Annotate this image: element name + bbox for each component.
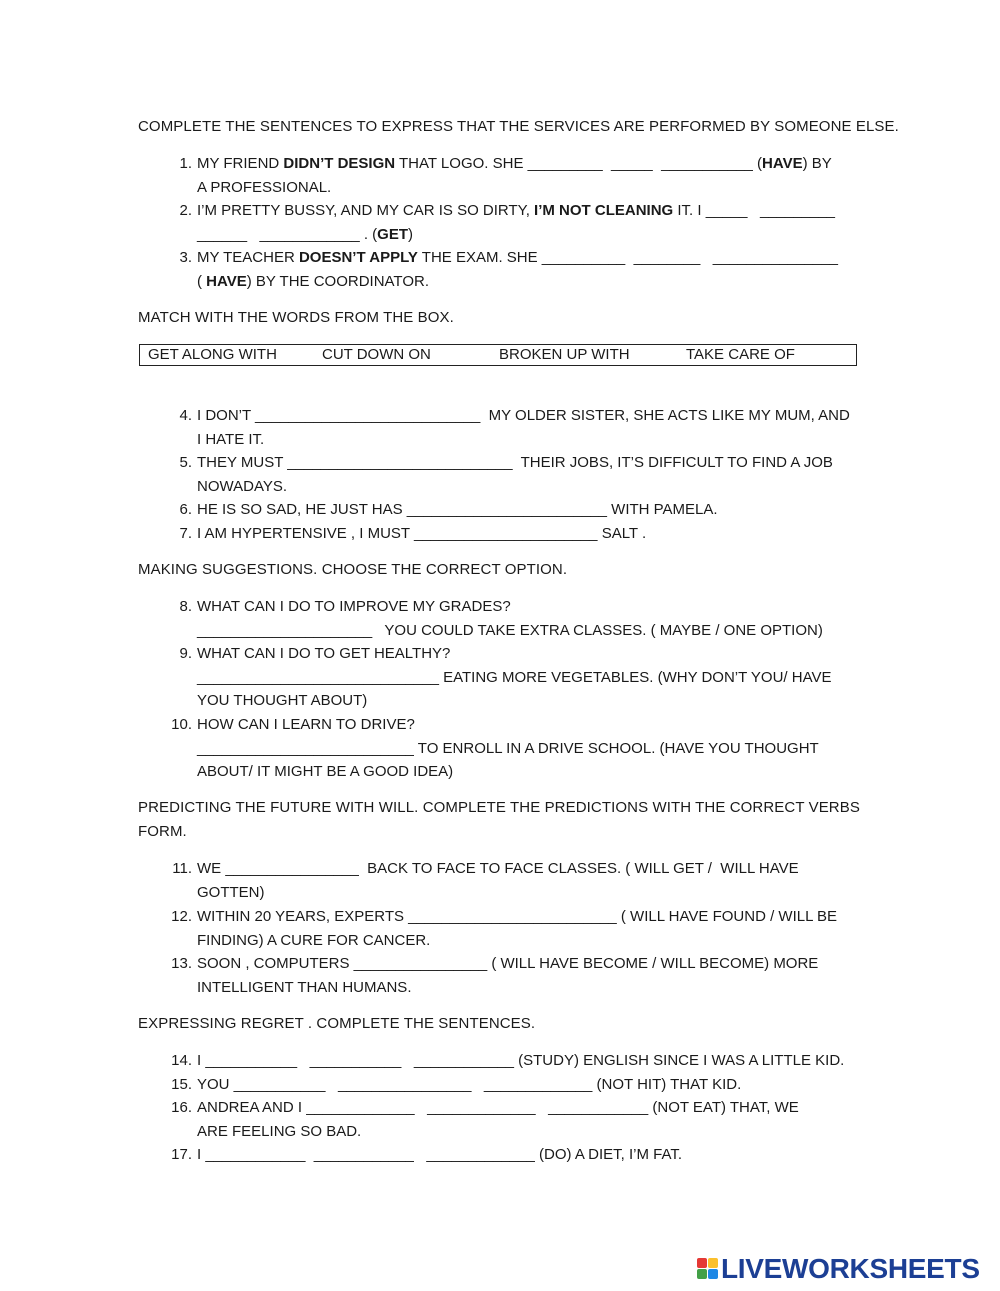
question-line: YOU THOUGHT ABOUT) bbox=[197, 692, 368, 709]
section-heading-2: MATCH WITH THE WORDS FROM THE BOX. bbox=[138, 309, 454, 326]
question-line: I HATE IT. bbox=[197, 430, 265, 448]
section-heading-1: COMPLETE THE SENTENCES TO EXPRESS THAT THE SERVICES ARE PERFORMED BY SOMEONE ELSE. bbox=[138, 118, 899, 135]
question-line: I DON’T ___________________________ MY OLDER SISTER, SHE ACTS LIKE MY MUM, AND bbox=[197, 407, 850, 424]
question-line: I’M PRETTY BUSSY, AND MY CAR IS SO DIRTY, I’M NOT CLEANING IT. I _____ _________ bbox=[197, 202, 836, 219]
question-line: ( HAVE) BY THE COORDINATOR. bbox=[197, 272, 429, 290]
question-line: WHAT CAN I DO TO IMPROVE MY GRADES? bbox=[197, 598, 511, 615]
section-heading-5: EXPRESSING REGRET . COMPLETE THE SENTENCES. bbox=[138, 1015, 536, 1032]
question-number: 14. bbox=[171, 1052, 192, 1069]
question-number: 10. bbox=[171, 716, 192, 733]
section-heading-4: PREDICTING THE FUTURE WITH WILL. COMPLETE THE PREDICTIONS WITH THE CORRECT VERBS bbox=[138, 799, 860, 816]
question-line: _____________________ YOU COULD TAKE EXTRA CLASSES. ( MAYBE / ONE OPTION) bbox=[197, 621, 823, 639]
question-line: GOTTEN) bbox=[197, 883, 265, 901]
section-heading-3: MAKING SUGGESTIONS. CHOOSE THE CORRECT OPTION. bbox=[138, 561, 568, 578]
question-line: SOON , COMPUTERS ________________ ( WILL HAVE BECOME / WILL BECOME) MORE bbox=[197, 955, 819, 972]
question-line: ANDREA AND I _____________ _____________ ____________ (NOT EAT) THAT, WE bbox=[197, 1099, 799, 1116]
word-box-item: BROKEN UP WITH bbox=[499, 346, 630, 363]
question-line: _____________________________ EATING MORE VEGETABLES. (WHY DON’T YOU/ HAVE bbox=[197, 668, 832, 686]
question-line: HOW CAN I LEARN TO DRIVE? bbox=[197, 716, 415, 733]
question-number: 6. bbox=[179, 501, 192, 518]
question-number: 1. bbox=[179, 155, 192, 172]
question-line: YOU ___________ ________________ _____________ (NOT HIT) THAT KID. bbox=[197, 1076, 742, 1093]
word-box bbox=[139, 344, 857, 366]
question-line: ______ ____________ . (GET) bbox=[197, 225, 414, 243]
word-box-item: TAKE CARE OF bbox=[686, 346, 795, 363]
question-number: 15. bbox=[171, 1076, 192, 1093]
question-number: 17. bbox=[171, 1146, 192, 1163]
word-box-item: CUT DOWN ON bbox=[322, 346, 431, 363]
question-line: ABOUT/ IT MIGHT BE A GOOD IDEA) bbox=[197, 763, 454, 780]
question-number: 4. bbox=[179, 407, 192, 424]
logo-mark-icon bbox=[697, 1258, 719, 1280]
section-heading-4-line-2: FORM. bbox=[138, 823, 187, 840]
question-line: HE IS SO SAD, HE JUST HAS ________________________ WITH PAMELA. bbox=[197, 501, 718, 518]
question-number: 7. bbox=[179, 525, 192, 542]
question-line: __________________________ TO ENROLL IN A DRIVE SCHOOL. (HAVE YOU THOUGHT bbox=[197, 739, 819, 757]
question-line: A PROFESSIONAL. bbox=[197, 178, 332, 196]
question-line: WITHIN 20 YEARS, EXPERTS _________________________ ( WILL HAVE FOUND / WILL BE bbox=[197, 908, 838, 925]
question-line: FINDING) A CURE FOR CANCER. bbox=[197, 931, 431, 949]
question-line: I AM HYPERTENSIVE , I MUST ______________________ SALT . bbox=[197, 525, 647, 542]
question-line: WE ________________ BACK TO FACE TO FACE CLASSES. ( WILL GET / WILL HAVE bbox=[197, 860, 799, 877]
question-line: ARE FEELING SO BAD. bbox=[197, 1122, 362, 1140]
question-number: 5. bbox=[179, 454, 192, 471]
question-line: THEY MUST ___________________________ THEIR JOBS, IT’S DIFFICULT TO FIND A JOB bbox=[197, 454, 833, 471]
question-number: 8. bbox=[179, 598, 192, 615]
question-number: 12. bbox=[171, 908, 192, 925]
question-line: MY FRIEND DIDN’T DESIGN THAT LOGO. SHE _________ _____ ___________ (HAVE) BY bbox=[197, 155, 832, 172]
question-line: I ___________ ___________ ____________ (STUDY) ENGLISH SINCE I WAS A LITTLE KID. bbox=[197, 1052, 845, 1069]
question-number: 11. bbox=[172, 860, 192, 877]
question-number: 2. bbox=[179, 202, 192, 219]
question-line: WHAT CAN I DO TO GET HEALTHY? bbox=[197, 645, 451, 662]
question-number: 3. bbox=[179, 249, 192, 266]
question-line: INTELLIGENT THAN HUMANS. bbox=[197, 978, 412, 996]
word-box-item: GET ALONG WITH bbox=[148, 346, 277, 363]
question-line: NOWADAYS. bbox=[197, 477, 288, 495]
question-line: MY TEACHER DOESN’T APPLY THE EXAM. SHE __________ ________ _______________ bbox=[197, 249, 838, 266]
question-number: 9. bbox=[179, 645, 192, 662]
question-number: 13. bbox=[171, 955, 192, 972]
question-number: 16. bbox=[171, 1099, 192, 1116]
logo-text: LIVEWORKSHEETS bbox=[721, 1253, 980, 1284]
question-line: I ____________ ____________ _____________ (DO) A DIET, I’M FAT. bbox=[197, 1146, 683, 1163]
